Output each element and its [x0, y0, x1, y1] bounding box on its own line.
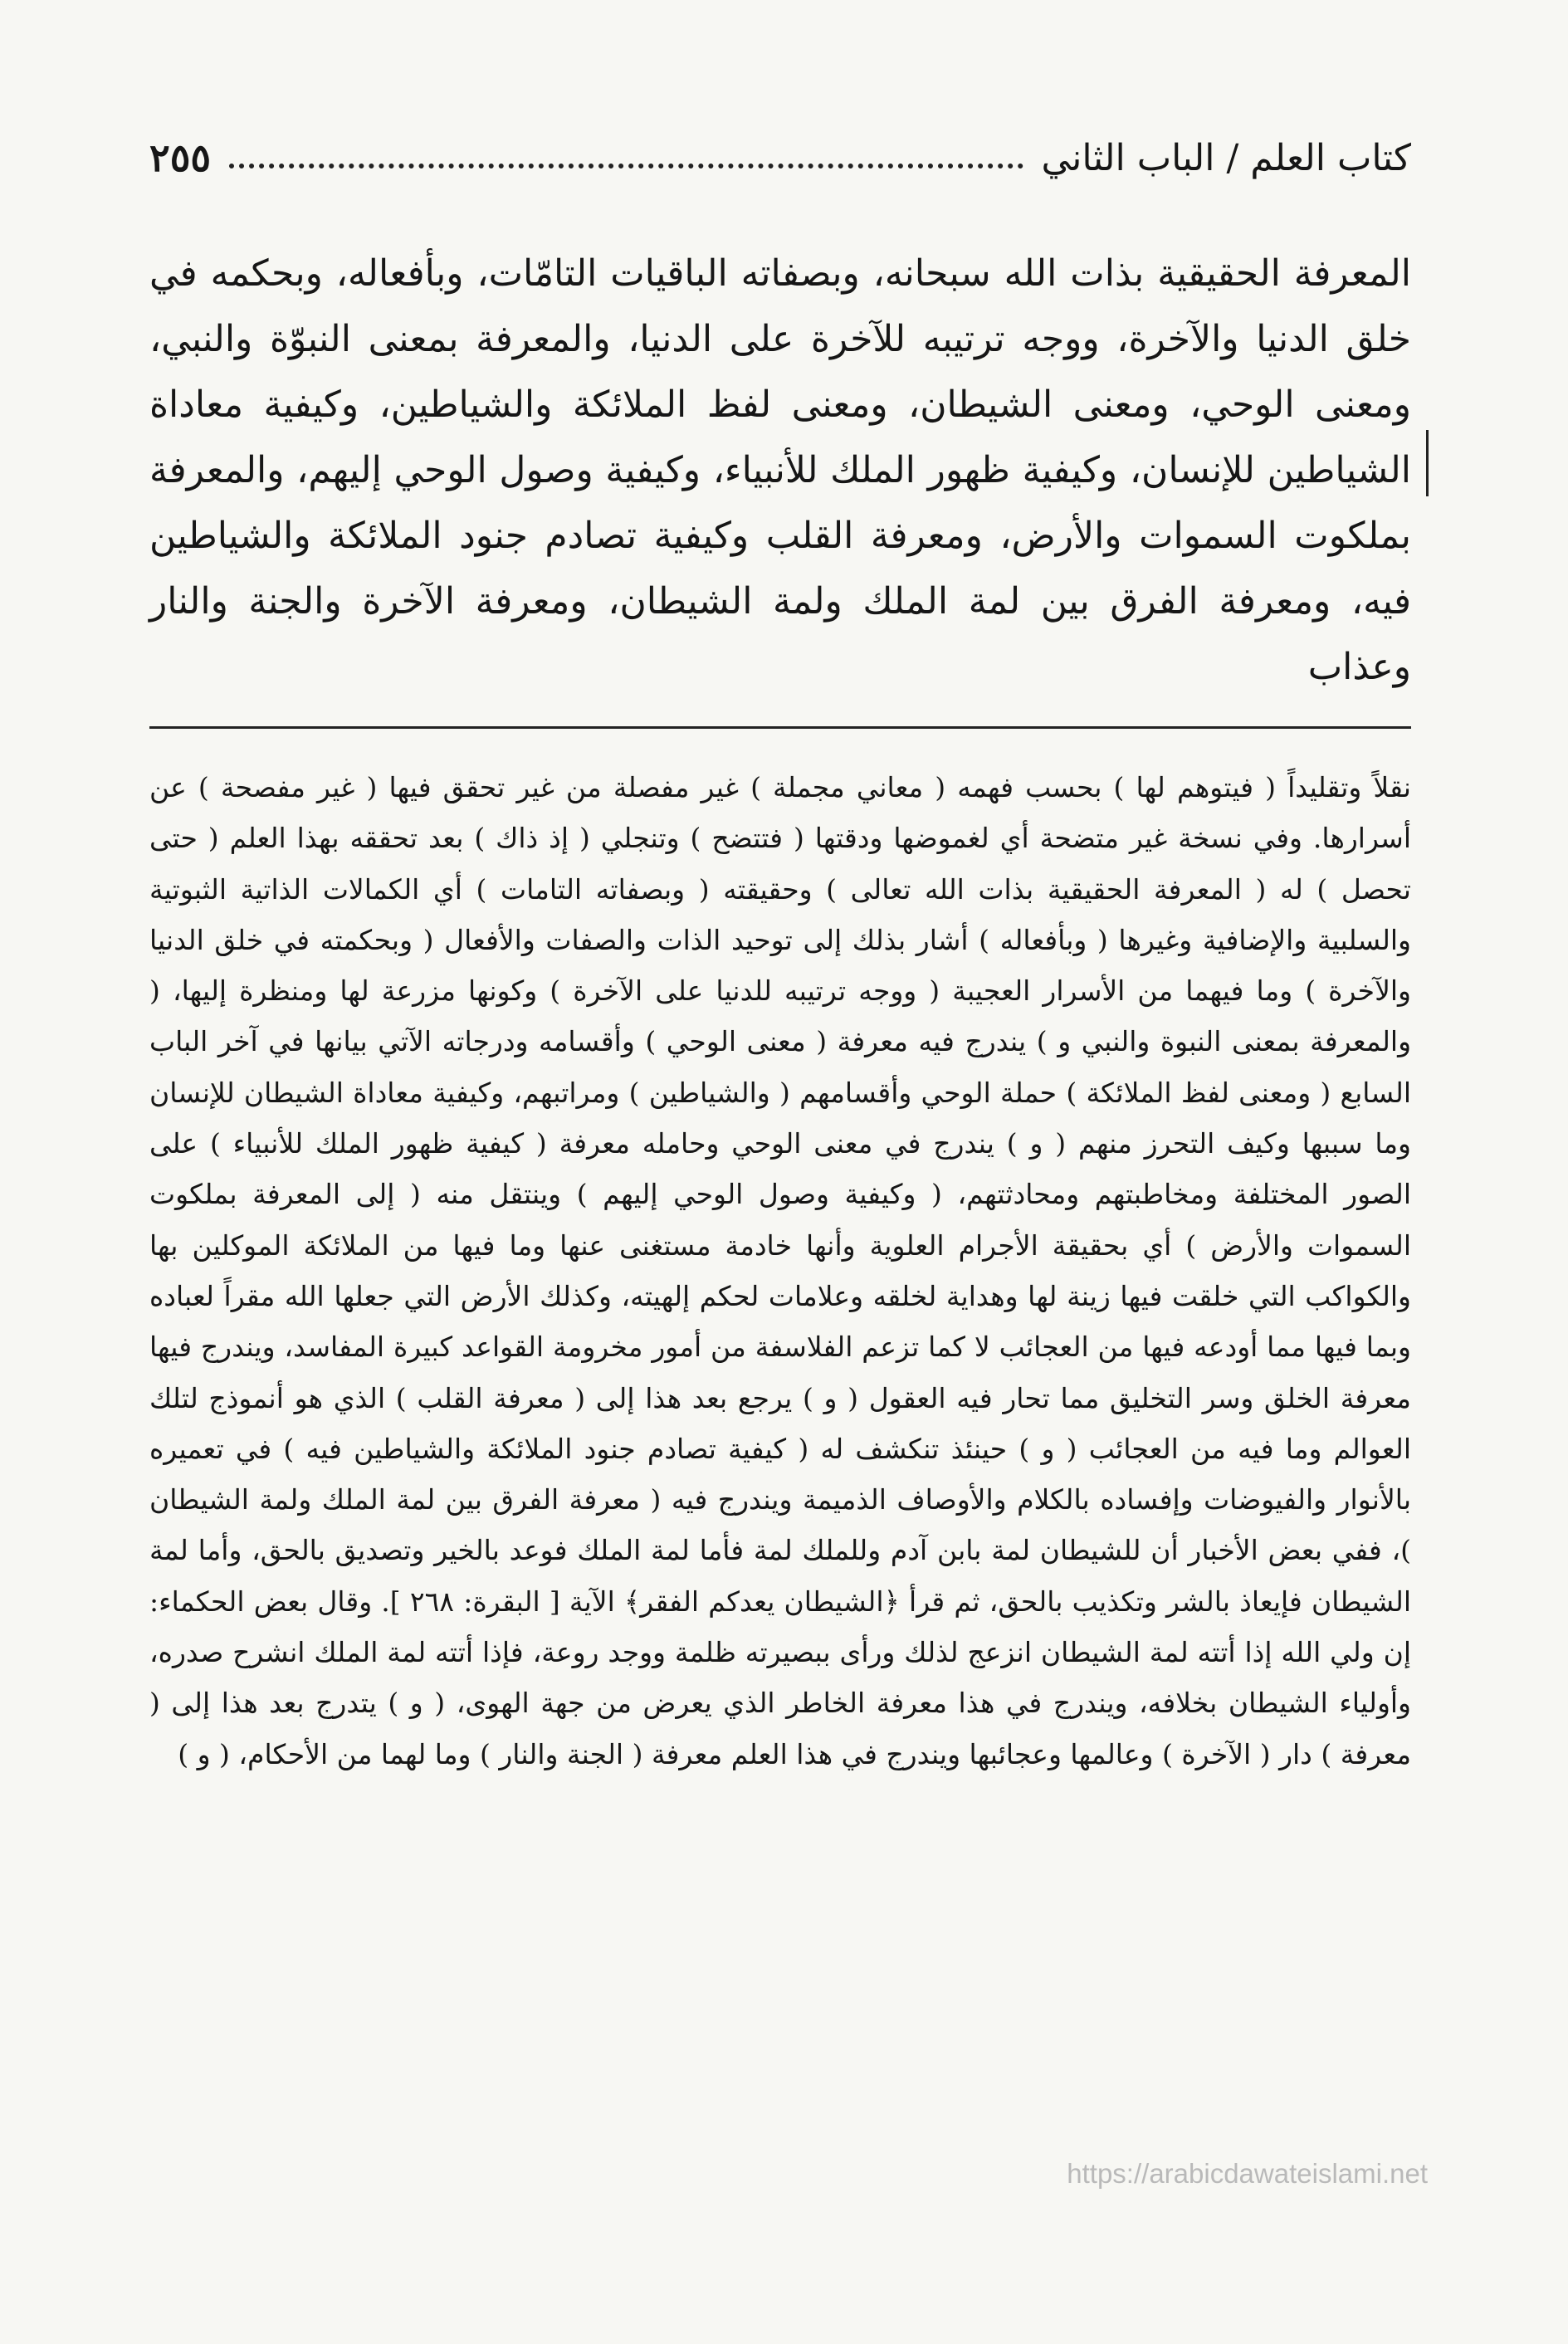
watermark-url: https://arabicdawateislami.net: [1067, 2158, 1428, 2189]
footnote-divider: [149, 726, 1411, 729]
chapter-title: كتاب العلم / الباب الثاني: [1041, 136, 1411, 179]
commentary-paragraph: نقلاً وتقليداً ( فيتوهم لها ) بحسب فهمه ( معاني مجملة ) غير مفصلة من غير تحقق فيها ( غير مفصحة ) عن أسرارها. وفي نسخة غير متضحة أي لغموضها ودقتها ( فتتضح ) وتنجلي ( إذ ذاك ) بعد تحققه بهذا العلم ( حتى تحصل ) له ( المعرفة الحقيقية بذات الله تعالى ) وحقيقته ( وبصفاته التامات ) أي الكمالات الذاتية الثبوتية والسلبية والإضافية وغيرها ( وبأفعاله ) أشار بذلك إلى توحيد الذات والصفات والأفعال ( وبحكمته في خلق الدنيا والآخرة ) وما فيهما من الأسرار العجيبة ( ووجه ترتيبه للدنيا على الآخرة ) وكونها مزرعة لها ومنظرة إليها، ( والمعرفة بمعنى النبوة والنبي و ) يندرج فيه معرفة ( معنى الوحي ) وأقسامه ودرجاته الآتي بيانها في آخر الباب السابع ( ومعنى لفظ الملائكة ) حملة الوحي وأقسامهم ( والشياطين ) ومراتبهم، وكيفية معاداة الشيطان للإنسان وما سببها وكيف التحرز منهم ( و ) يندرج في معنى الوحي وحامله معرفة ( كيفية ظهور الملك للأنبياء ) على الصور المختلفة ومخاطبتهم ومحادثتهم، ( وكيفية وصول الوحي إليهم ) وينتقل منه ( إلى المعرفة بملكوت السموات والأرض ) أي بحقيقة الأجرام العلوية وأنها خادمة مستغنى عنها وما فيها من الملائكة الموكلين بها والكواكب التي خلقت فيها زينة لها وهداية لخلقه وعلامات لحكم إلهيته، وكذلك الأرض التي جعلها الله مقراً لعباده وبما فيها مما أودعه فيها من العجائب لا كما تزعم الفلاسفة من أمور مخرومة القواعد كبيرة المفاسد، ويندرج فيها معرفة الخلق وسر التخليق مما تحار فيه العقول ( و ) يرجع بعد هذا إلى ( معرفة القلب ) الذي هو أنموذج لتلك العوالم وما فيه من العجائب ( و ) حينئذ تنكشف له ( كيفية تصادم جنود الملائكة والشياطين فيه ) في تعميره بالأنوار والفيوضات وإفساده بالكلام والأوصاف الذميمة ويندرج فيه ( معرفة الفرق بين لمة الملك ولمة الشيطان )، ففي بعض الأخبار أن للشيطان لمة بابن آدم وللملك لمة فأما لمة الملك فوعد بالخير وتصديق بالحق، وأما لمة الشيطان فإيعاذ بالشر وتكذيب بالحق، ثم قرأ ﴿الشيطان يعدكم الفقر﴾ الآية [ البقرة: ٢٦٨ ]. وقال بعض الحكماء: إن ولي الله إذا أتته لمة الشيطان انزعج لذلك ورأى ببصيرته ظلمة ووجد روعة، فإذا أتته لمة الملك انشرح صدره، وأولياء الشيطان بخلافه، ويندرج في هذا معرفة الخاطر الذي يعرض من جهة الهوى، ( و ) يتدرج بعد هذا إلى ( معرفة ) دار ( الآخرة ) وعالمها وعجائبها ويندرج في هذا العلم معرفة ( الجنة والنار ) وما لهما من الأحكام، ( و ): [149, 771, 1411, 1770]
main-text: [149, 241, 1411, 700]
main-paragraph: المعرفة الحقيقية بذات الله سبحانه، وبصفاته الباقيات التامّات، وبأفعاله، وبحكمه في خلق الدنيا والآخرة، ووجه ترتيبه للآخرة على الدنيا، والمعرفة بمعنى النبوّة والنبي، ومعنى الوحي، ومعنى الشيطان، ومعنى لفظ الملائكة والشياطين، وكيفية معاداة الشياطين للإنسان، وكيفية ظهور الملك للأنبياء، وكيفية وصول الوحي إليهم، والمعرفة بملكوت السموات والأرض، ومعرفة القلب وكيفية تصادم جنود الملائكة والشياطين فيه، ومعرفة الفرق بين لمة الملك ولمة الشيطان، ومعرفة الآخرة والجنة والنار وعذاب: [149, 252, 1411, 688]
page-number: ٢٥٥: [149, 135, 212, 180]
margin-mark: [1426, 430, 1429, 496]
commentary: [149, 762, 1411, 1780]
dot-leader: [229, 147, 1023, 168]
running-header: [149, 125, 1411, 191]
